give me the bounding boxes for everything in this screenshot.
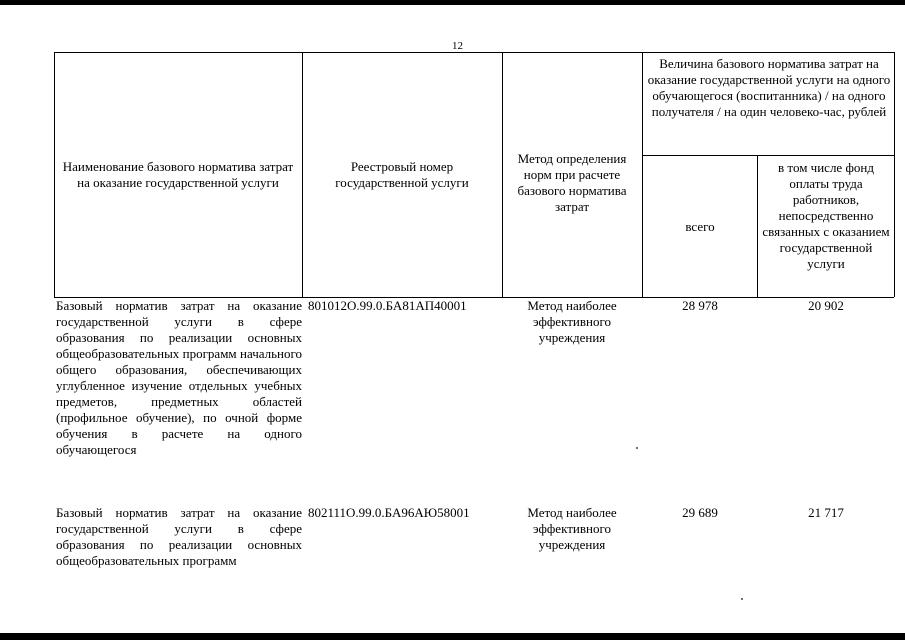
- row-2-name: Базовый норматив затрат на оказание государственной услуги в сфере образования по реализации основных общеобразовательных программ: [56, 505, 302, 568]
- header-name: Наименование базового норматива затрат на оказание государственной услуги: [62, 159, 294, 190]
- header-total: всего: [685, 218, 715, 234]
- col-divider-1: [302, 52, 303, 297]
- scan-speck: [741, 598, 743, 600]
- row-1-wage-fund: 20 902: [808, 298, 844, 313]
- header-registry-number: Реестровый номер государственной услуги: [335, 159, 469, 190]
- row-1-registry-number: 801012О.99.0.БА81АП40001: [308, 298, 467, 313]
- row-2-total: 29 689: [682, 505, 718, 520]
- page-number: 12: [452, 40, 463, 52]
- col-divider-2: [502, 52, 503, 297]
- row-1-total: 28 978: [682, 298, 718, 313]
- scan-top-edge: [0, 0, 905, 5]
- scan-speck: [636, 447, 638, 449]
- header-wage-fund: в том числе фонд оплаты труда работников, непосредственно связанных с оказанием государственной услуги: [762, 160, 890, 271]
- header-value-group: Величина базового норматива затрат на оказание государственной услуги на одного обучающегося (воспитанника) / на одного получателя / на один человеко-час, рублей: [647, 56, 891, 119]
- scan-bottom-edge: [0, 633, 905, 640]
- header-method: Метод определения норм при расчете базового норматива затрат: [517, 151, 627, 214]
- row-2-registry-number: 802111О.99.0.БА96АЮ58001: [308, 505, 470, 520]
- row-2-method: Метод наиболее эффективного учреждения: [527, 505, 617, 552]
- col-divider-3: [642, 52, 643, 297]
- table-right-border: [894, 52, 895, 297]
- row-1-name: Базовый норматив затрат на оказание государственной услуги в сфере образования по реализации основных общеобразовательных программ начального общего образования, обеспечивающих углубленное изучение отдельных учебных предметов, предметных областей (профильное обучение), по очной форме обучения в расчете на одного обучающегося: [56, 298, 302, 457]
- row-1-method: Метод наиболее эффективного учреждения: [527, 298, 617, 345]
- table-left-border: [54, 52, 55, 297]
- row-2-wage-fund: 21 717: [808, 505, 844, 520]
- col-divider-4: [757, 155, 758, 297]
